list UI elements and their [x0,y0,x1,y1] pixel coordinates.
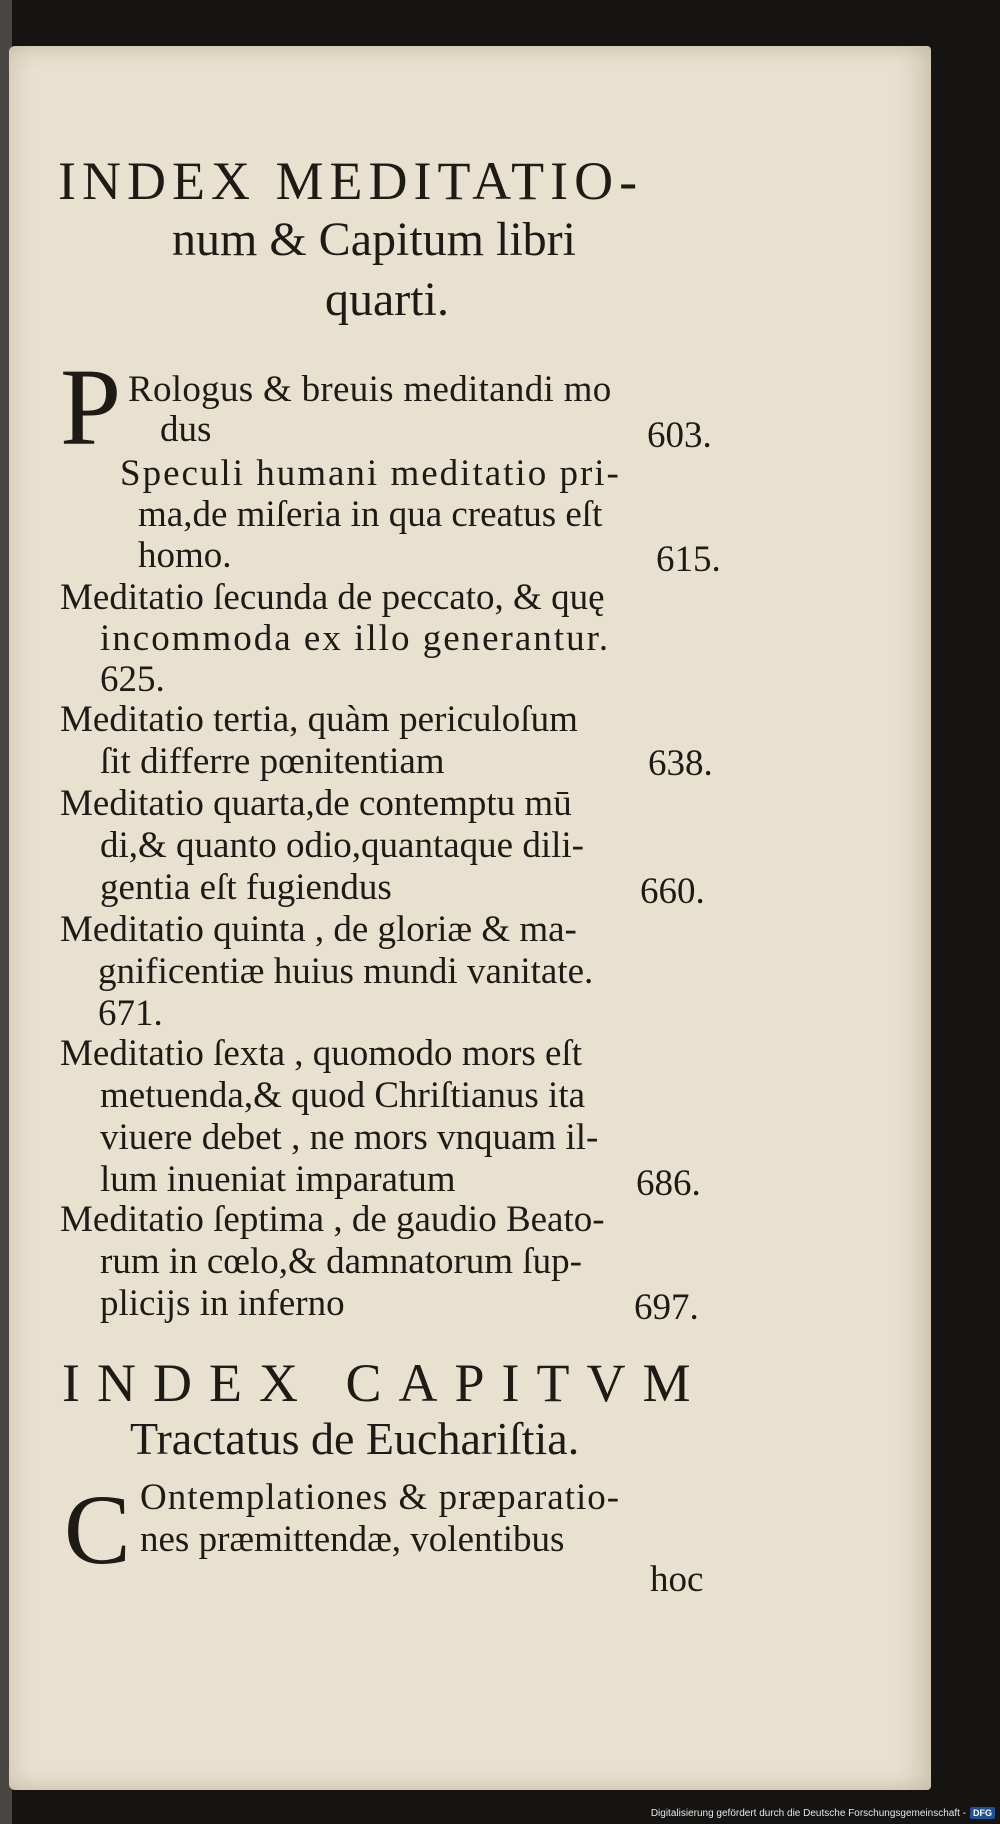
entry7-page: 697. [634,1287,699,1328]
credit-text: Digitalisierung gefördert durch die Deutsche Forschungsgemeinschaft - [650,1807,966,1819]
prologue-page: 603. [647,415,712,456]
catchword: hoc [650,1559,704,1600]
dfg-logo: DFG [970,1807,995,1819]
contemplation-line2: nes præmittendæ, volentibus [140,1519,565,1560]
index-title-line2: num & Capitum libri [172,213,576,266]
entry1-page: 615. [656,539,721,580]
entry4-line1: Meditatio quarta,de contemptu mū [60,783,572,824]
entry1-line2: ma,de miſeria in qua creatus eſt [138,494,603,535]
entry6-line1: Meditatio ſexta , quomodo mors eſt [60,1033,583,1074]
index-title-line3: quarti. [325,273,449,326]
entry3-page: 638. [648,743,713,784]
entry3-line1: Meditatio tertia, quàm periculoſum [60,699,578,740]
drop-cap-c: C [64,1474,131,1585]
entry6-line4: lum inueniat imparatum [100,1159,456,1200]
digitization-credit [605,1805,995,1821]
entry5-line2: gnificentiæ huius mundi vanitate. [98,951,594,992]
entry1-line3: homo. [138,535,232,576]
entry4-page: 660. [640,871,705,912]
index-title-line1: INDEX MEDITATIO- [58,151,644,211]
prologue-line2: dus [160,409,212,450]
entry3-line2: ſit differre pœnitentiam [100,741,445,782]
entry2-line1: Meditatio ſecunda de peccato, & quę [60,577,605,618]
contemplation-line1: Ontemplationes & præparatio- [140,1477,621,1518]
entry7-line2: rum in cœlo,& damnatorum ſup- [100,1241,582,1282]
entry6-line2: metuenda,& quod Chriſtianus ita [100,1075,586,1116]
entry2-line3: 625. [100,659,165,700]
entry7-line1: Meditatio ſeptima , de gaudio Beato- [60,1199,605,1240]
entry5-line3: 671. [98,993,163,1034]
prologue-line1: Rologus & breuis meditandi mo [128,369,612,410]
entry2-line2: incommoda ex illo generantur. [100,618,611,659]
entry4-line3: gentia eſt fugiendus [100,867,392,908]
entry1-line1: Speculi humani meditatio pri- [120,453,621,494]
entry5-line1: Meditatio quinta , de gloriæ & ma- [60,909,577,950]
capitum-subtitle: Tractatus de Euchariſtia. [130,1413,580,1464]
entry4-line2: di,& quanto odio,quantaque dili- [100,825,584,866]
capitum-title: INDEX CAPITVM [62,1353,708,1413]
entry6-line3: viuere debet , ne mors vnquam il- [100,1117,599,1158]
entry6-page: 686. [636,1163,701,1204]
entry7-line3: plicijs in inferno [100,1283,345,1324]
drop-cap-p: P [60,346,122,468]
